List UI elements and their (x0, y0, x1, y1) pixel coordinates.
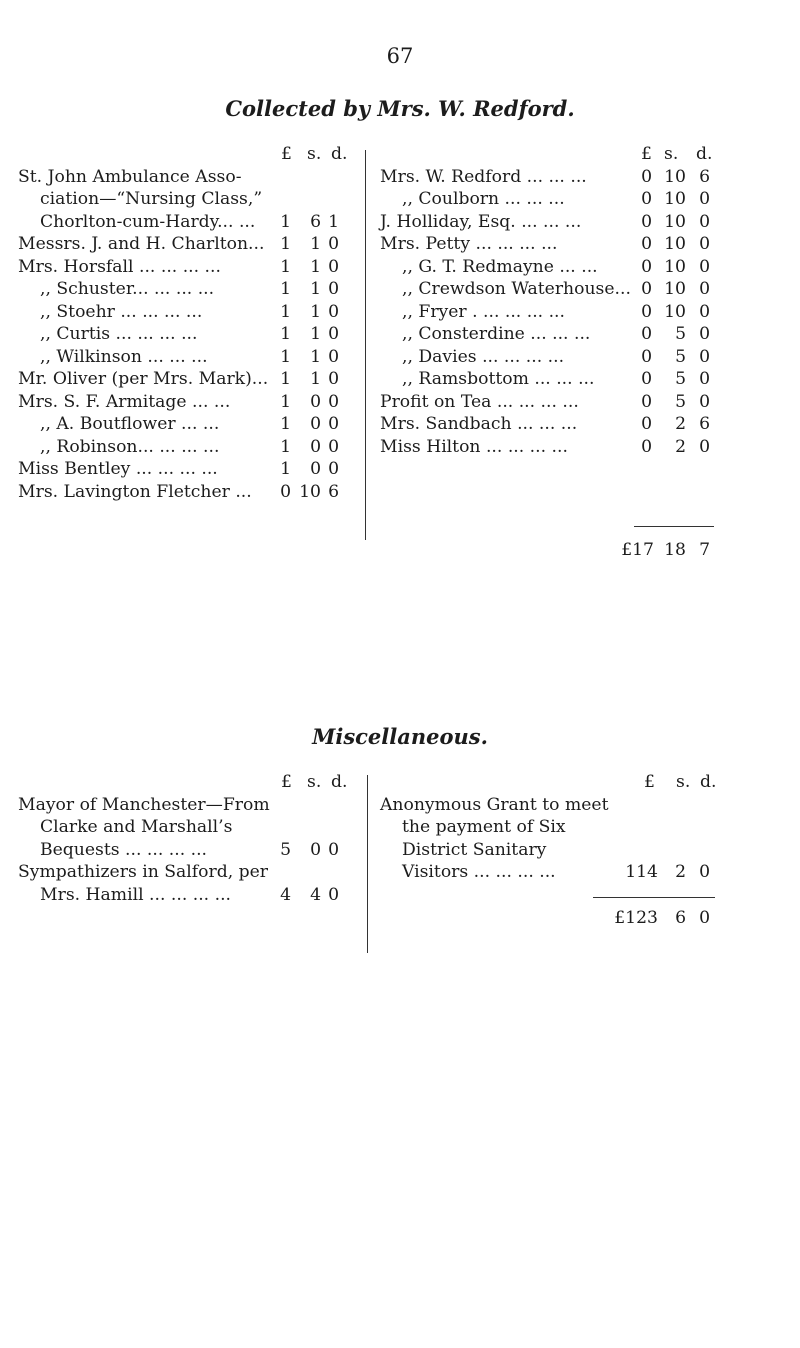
pounds-header: £ (644, 772, 655, 792)
entry-pence: 0 (328, 369, 339, 389)
entry-shillings: 10 (664, 189, 686, 209)
entry-shillings: 10 (664, 256, 686, 277)
entry-pounds: 1 (280, 346, 291, 367)
entry-pounds: 0 (641, 256, 652, 277)
entry-pence: 0 (699, 189, 710, 209)
total-shillings: 6 (675, 908, 686, 928)
entry-shillings: 0 (310, 414, 321, 434)
entry-shillings: 0 (310, 839, 321, 860)
entry-shillings: 2 (675, 862, 686, 882)
entry-shillings: 6 (310, 211, 321, 232)
entry-name: Mrs. Horsfall ... ... ... ... (18, 256, 221, 277)
entry-name: Mrs. S. F. Armitage ... ... (18, 391, 231, 412)
entry-pounds: 0 (641, 211, 652, 232)
ledger-row (18, 391, 348, 414)
entry-shillings: 10 (664, 279, 686, 299)
entry-name: Mrs. Lavington Fletcher ... (18, 481, 252, 502)
section-title-miscellaneous: Miscellaneous. (312, 724, 488, 749)
entry-name: ,, Schuster... ... ... ... (40, 279, 215, 299)
entry-pence: 6 (328, 481, 339, 502)
column-header (18, 143, 348, 166)
right-column (380, 143, 782, 560)
ledger-row (18, 436, 348, 459)
total-pence: 7 (699, 540, 710, 560)
entry-pounds: 0 (641, 324, 652, 344)
entry-shillings: 1 (310, 346, 321, 367)
entry-name: ,, G. T. Redmayne ... ... (402, 256, 598, 277)
entry-name: Mrs. W. Redford ... ... ... (380, 166, 587, 187)
entry-shillings: 1 (310, 324, 321, 344)
ledger-row (18, 861, 353, 884)
entry-pence: 0 (328, 279, 339, 299)
column-header (18, 771, 353, 794)
entry-pounds: 1 (280, 459, 291, 479)
entry-shillings: 10 (664, 211, 686, 232)
entry-pence: 0 (699, 862, 710, 882)
entry-name: Mrs. Sandbach ... ... ... (380, 414, 578, 434)
entry-shillings: 10 (664, 301, 686, 322)
entry-shillings: 2 (675, 436, 686, 457)
ledger-row (18, 481, 348, 504)
entry-name: District Sanitary (402, 839, 547, 860)
entry-name: Chorlton-cum-Hardy... ... (40, 211, 256, 232)
entry-pounds: 1 (280, 256, 291, 277)
ledger-row (18, 368, 348, 391)
entry-pence: 0 (328, 414, 339, 434)
ledger-row (18, 188, 348, 211)
pence-header: d. (696, 144, 713, 164)
ledger-row (18, 884, 353, 907)
entry-shillings: 0 (310, 459, 321, 479)
ledger-row (18, 278, 348, 301)
entry-pounds: 1 (280, 234, 291, 254)
ledger-row (380, 323, 782, 346)
entry-pence: 6 (699, 414, 710, 434)
entry-name: ,, Ramsbottom ... ... ... (402, 369, 595, 389)
entry-name: ,, Wilkinson ... ... ... (40, 346, 208, 367)
entry-pounds: 0 (641, 189, 652, 209)
entry-pence: 0 (328, 839, 339, 860)
page-number: 67 (386, 44, 414, 68)
pounds-header: £ (281, 772, 292, 792)
ledger-row (380, 413, 782, 436)
total-rule (634, 526, 714, 527)
shillings-header: s. (307, 772, 322, 792)
entry-pounds: 0 (641, 391, 652, 412)
ledger-row (18, 413, 348, 436)
entry-name: Messrs. J. and H. Charlton... (18, 234, 265, 254)
entry-shillings: 0 (310, 391, 321, 412)
total-rule (593, 897, 715, 898)
entry-name: Miss Hilton ... ... ... ... (380, 436, 568, 457)
entry-pounds: 0 (641, 346, 652, 367)
total-pounds: £17 (621, 540, 654, 560)
entry-shillings: 1 (310, 234, 321, 254)
left-column (18, 143, 348, 503)
ledger-row (18, 301, 348, 324)
ledger-row (18, 816, 353, 839)
ledger-row (18, 346, 348, 369)
pounds-header: £ (281, 144, 292, 164)
shillings-header: s. (307, 144, 322, 164)
entry-pence: 0 (328, 436, 339, 457)
entry-pence: 0 (699, 234, 710, 254)
ledger-row (380, 861, 782, 884)
column-header (380, 771, 782, 794)
entry-pounds: 4 (280, 884, 291, 905)
pence-header: d. (331, 772, 348, 792)
shillings-header: s. (664, 144, 679, 164)
entry-name: Profit on Tea ... ... ... ... (380, 391, 579, 412)
ledger-row (380, 211, 782, 234)
entry-name: ,, Stoehr ... ... ... ... (40, 301, 203, 322)
entry-pence: 0 (328, 346, 339, 367)
entry-shillings: 10 (664, 234, 686, 254)
entry-pence: 0 (328, 234, 339, 254)
ledger-row (18, 233, 348, 256)
entry-shillings: 10 (664, 166, 686, 187)
entry-shillings: 10 (299, 481, 321, 502)
column-header (380, 143, 782, 166)
entry-pounds: 1 (280, 211, 291, 232)
ledger-row (18, 458, 348, 481)
entry-name: Mrs. Petty ... ... ... ... (380, 234, 558, 254)
entry-pounds: 1 (280, 391, 291, 412)
entry-name: Mr. Oliver (per Mrs. Mark)... (18, 369, 269, 389)
pence-header: d. (331, 144, 348, 164)
entry-pounds: 1 (280, 301, 291, 322)
column-divider (367, 775, 368, 953)
entry-pence: 0 (699, 391, 710, 412)
ledger-row (380, 166, 782, 189)
entry-pence: 0 (699, 211, 710, 232)
entry-pounds: 1 (280, 414, 291, 434)
pounds-header: £ (641, 144, 652, 164)
ledger-row (18, 839, 353, 862)
entry-pence: 0 (699, 301, 710, 322)
total-pounds: £123 (614, 908, 658, 928)
entry-pounds: 0 (641, 301, 652, 322)
section-total (380, 907, 782, 930)
misc-left-column (18, 771, 353, 906)
entry-pounds: 1 (280, 324, 291, 344)
ledger-row (380, 346, 782, 369)
entry-pence: 0 (699, 324, 710, 344)
total-pence: 0 (699, 908, 710, 928)
pence-header: d. (700, 772, 717, 792)
entry-name: ,, Robinson... ... ... ... (40, 436, 220, 457)
entry-name: Mrs. Hamill ... ... ... ... (40, 884, 232, 905)
ledger-row (380, 436, 782, 459)
entry-name: Bequests ... ... ... ... (40, 839, 208, 860)
ledger-row (380, 278, 782, 301)
ledger-row (380, 816, 782, 839)
entry-name: J. Holliday, Esq. ... ... ... (380, 211, 582, 232)
entry-pence: 6 (699, 166, 710, 187)
entry-shillings: 0 (310, 436, 321, 457)
entry-shillings: 1 (310, 369, 321, 389)
entry-name: Clarke and Marshall’s (40, 817, 233, 837)
entry-shillings: 4 (310, 884, 321, 905)
ledger-row (380, 794, 782, 817)
entry-shillings: 1 (310, 279, 321, 299)
total-shillings: 18 (664, 540, 686, 560)
entry-name: Miss Bentley ... ... ... ... (18, 459, 218, 479)
entry-name: Anonymous Grant to meet (380, 794, 609, 815)
ledger-row (18, 256, 348, 279)
entry-pounds: 0 (641, 279, 652, 299)
entry-pounds: 0 (641, 436, 652, 457)
entry-pence: 0 (699, 346, 710, 367)
entry-name: Sympathizers in Salford, per (18, 862, 269, 882)
entry-pounds: 0 (641, 234, 652, 254)
ledger-row (380, 301, 782, 324)
entry-pounds: 0 (641, 166, 652, 187)
entry-pounds: 0 (280, 481, 291, 502)
column-divider (365, 150, 366, 540)
entry-shillings: 1 (310, 301, 321, 322)
entry-name: ,, Curtis ... ... ... ... (40, 324, 198, 344)
entry-pence: 0 (328, 324, 339, 344)
entry-name: ,, Fryer . ... ... ... ... (402, 301, 565, 322)
entry-name: Visitors ... ... ... ... (402, 862, 556, 882)
entry-pounds: 1 (280, 369, 291, 389)
ledger-row (18, 166, 348, 189)
entry-name: the payment of Six (402, 817, 566, 837)
ledger-row (380, 233, 782, 256)
entry-name: ciation—“Nursing Class,” (40, 189, 263, 209)
entry-name: St. John Ambulance Asso- (18, 166, 242, 187)
misc-right-column (380, 771, 782, 928)
entry-name: ,, A. Boutflower ... ... (40, 414, 220, 434)
entry-shillings: 2 (675, 414, 686, 434)
entry-pence: 0 (328, 256, 339, 277)
entry-pence: 0 (699, 436, 710, 457)
entry-pence: 1 (328, 211, 339, 232)
section-total (380, 539, 782, 562)
entry-pence: 0 (328, 301, 339, 322)
entry-pounds: 114 (625, 862, 658, 882)
ledger-row (380, 839, 782, 862)
entry-pounds: 0 (641, 414, 652, 434)
ledger-row (380, 368, 782, 391)
shillings-header: s. (676, 772, 691, 792)
entry-name: Mayor of Manchester—From (18, 794, 270, 815)
ledger-row (18, 323, 348, 346)
ledger-row (18, 794, 353, 817)
entry-pounds: 1 (280, 436, 291, 457)
entry-name: ,, Consterdine ... ... ... (402, 324, 591, 344)
entry-shillings: 5 (675, 346, 686, 367)
section-title-collected: Collected by Mrs. W. Redford. (225, 96, 575, 121)
entry-name: ,, Coulborn ... ... ... (402, 189, 565, 209)
entry-pounds: 1 (280, 279, 291, 299)
ledger-row (380, 391, 782, 414)
entry-shillings: 5 (675, 324, 686, 344)
entry-shillings: 1 (310, 256, 321, 277)
entry-pounds: 5 (280, 839, 291, 860)
entry-name: ,, Crewdson Waterhouse... (402, 279, 631, 299)
entry-pence: 0 (699, 279, 710, 299)
ledger-row (380, 188, 782, 211)
entry-pence: 0 (699, 369, 710, 389)
entry-name: ,, Davies ... ... ... ... (402, 346, 565, 367)
entry-shillings: 5 (675, 369, 686, 389)
entry-shillings: 5 (675, 391, 686, 412)
entry-pence: 0 (328, 391, 339, 412)
entry-pounds: 0 (641, 369, 652, 389)
ledger-row (380, 256, 782, 279)
entry-pence: 0 (328, 884, 339, 905)
ledger-row (18, 211, 348, 234)
entry-pence: 0 (328, 459, 339, 479)
entry-pence: 0 (699, 256, 710, 277)
